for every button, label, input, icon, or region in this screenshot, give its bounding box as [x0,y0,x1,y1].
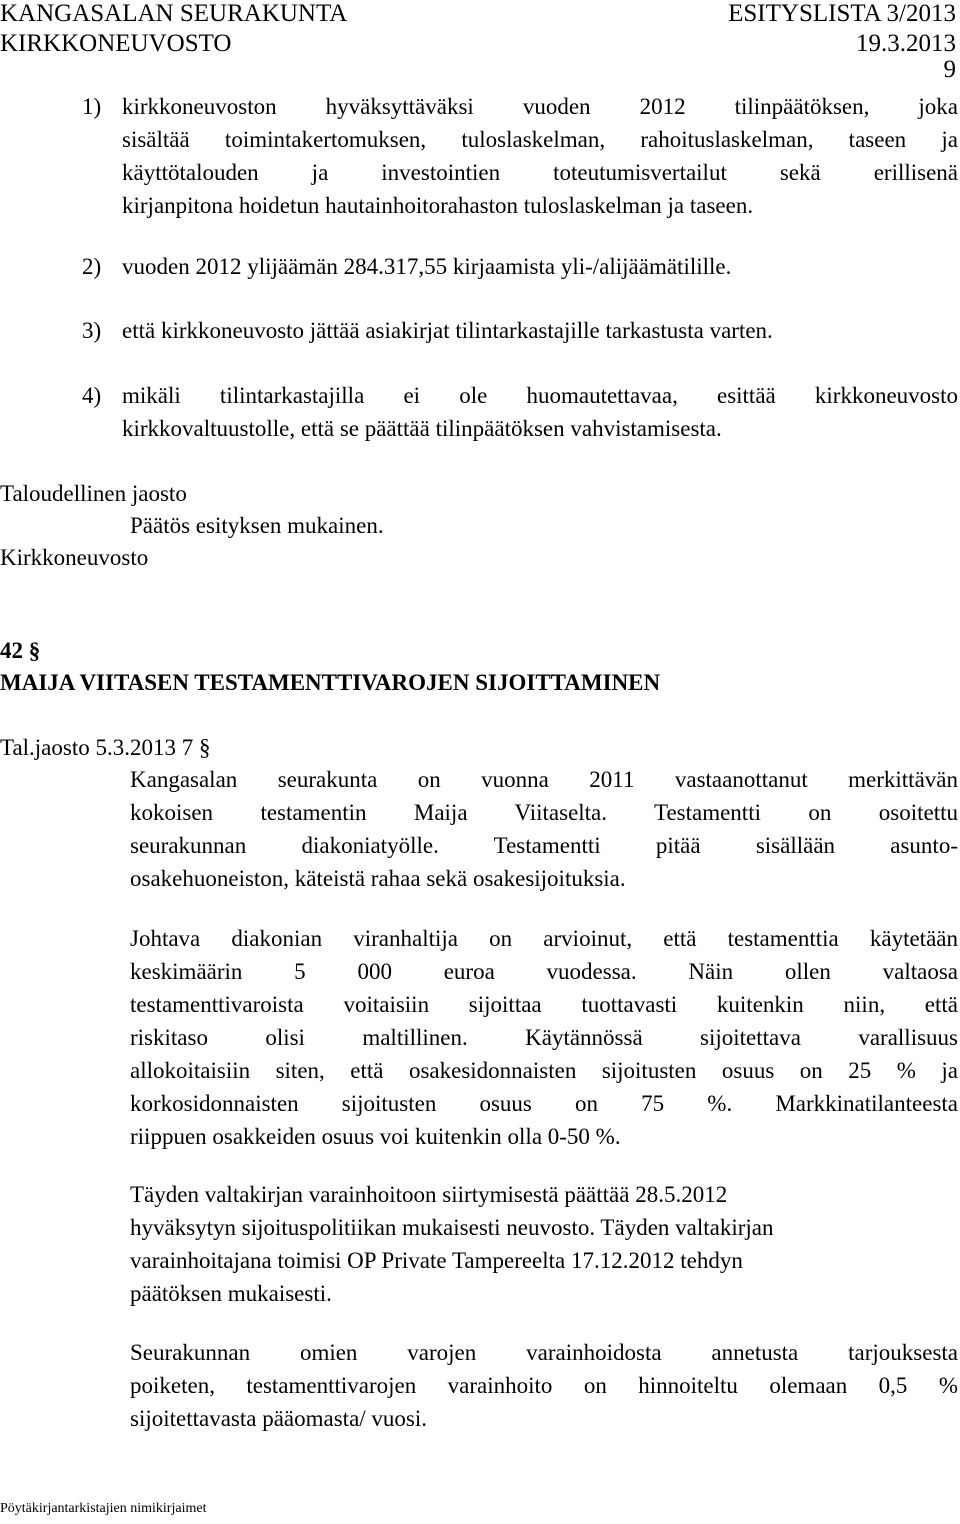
header-doc: ESITYSLISTA 3/2013 [728,0,956,27]
paragraph-line: sijoitettavasta pääomasta/ vuosi. [130,1406,428,1431]
paragraph-line: poiketen, testamenttivarojen varainhoito on hinnoiteltu olemaan 0,5 % [130,1373,958,1398]
paragraph-line: päätöksen mukaisesti. [130,1281,332,1306]
item-line: kirjanpitona hoidetun hautainhoitorahaston tuloslaskelman ja taseen. [122,193,754,218]
item-line: vuoden 2012 ylijäämän 284.317,55 kirjaamista yli-/alijäämätilille. [122,254,732,279]
item-line: kirkkovaltuustolle, että se päättää tilinpäätöksen vahvistamisesta. [122,416,722,441]
section-title: MAIJA VIITASEN TESTAMENTTIVAROJEN SIJOITTAMINEN [0,670,661,695]
paragraph-1 [130,763,958,895]
item-number: 1) [82,94,102,119]
header-date: 19.3.2013 [856,30,956,57]
list-item-3 [82,314,958,347]
committee-label: Taloudellinen jaosto [0,481,187,506]
header-body: KIRKKONEUVOSTO [0,30,232,57]
header-org: KANGASALAN SEURAKUNTA [0,0,348,27]
paragraph-line: hyväksytyn sijoituspolitiikan mukaisesti neuvosto. Täyden valtakirjan [130,1215,774,1240]
paragraph-4 [130,1336,958,1435]
section-number: 42 § [0,638,41,663]
council-label: Kirkkoneuvosto [0,545,149,570]
paragraph-line: riskitaso olisi maltillinen. Käytännössä sijoitettava varallisuus [130,1025,958,1050]
item-number: 2) [82,254,102,279]
item-line: että kirkkoneuvosto jättää asiakirjat tilintarkastajille tarkastusta varten. [122,318,773,343]
paragraph-line: Seurakunnan omien varojen varainhoidosta annetusta tarjouksesta [130,1340,958,1365]
paragraph-line: kokoisen testamentin Maija Viitaselta. Testamentti on osoitettu [130,800,958,825]
item-line: kirkkoneuvoston hyväksyttäväksi vuoden 2012 tilinpäätöksen, joka [122,94,958,119]
footer-initials: Pöytäkirjantarkistajien nimikirjaimet [0,1501,207,1516]
page-number: 9 [943,56,956,83]
list-item-2 [82,250,958,283]
paragraph-3 [130,1178,958,1310]
paragraph-line: riippuen osakkeiden osuus voi kuitenkin olla 0-50 %. [130,1124,621,1149]
paragraph-line: keskimäärin 5 000 euroa vuodessa. Näin ollen valtaosa [130,959,958,984]
paragraph-line: testamenttivaroista voitaisiin sijoittaa tuottavasti kuitenkin niin, että [130,992,958,1017]
item-line: sisältää toimintakertomuksen, tuloslaskelman, rahoituslaskelman, taseen ja [122,127,958,152]
section-reference: Tal.jaosto 5.3.2013 7 § [0,735,211,760]
paragraph-line: korkosidonnaisten sijoitusten osuus on 75 %. Markkinatilanteesta [130,1091,958,1116]
list-item-1 [82,90,958,222]
paragraph-line: seurakunnan diakoniatyölle. Testamentti pitää sisällään asunto- [130,833,958,858]
item-number: 3) [82,318,102,343]
paragraph-line: Kangasalan seurakunta on vuonna 2011 vastaanottanut merkittävän [130,767,958,792]
paragraph-line: Johtava diakonian viranhaltija on arvioinut, että testamenttia käytetään [130,926,958,951]
paragraph-line: allokoitaisiin siten, että osakesidonnaisten sijoitusten osuus on 25 % ja [130,1058,958,1083]
item-line: mikäli tilintarkastajilla ei ole huomautettavaa, esittää kirkkoneuvosto [122,383,958,408]
item-number: 4) [82,383,102,408]
paragraph-line: osakehuoneiston, käteistä rahaa sekä osakesijoituksia. [130,866,626,891]
paragraph-2 [130,922,958,1153]
paragraph-line: varainhoitajana toimisi OP Private Tampereelta 17.12.2012 tehdyn [130,1248,743,1273]
list-item-4 [82,379,958,445]
decision-text: Päätös esityksen mukainen. [130,513,384,538]
item-line: käyttötalouden ja investointien toteutumisvertailut sekä erillisenä [122,160,958,185]
paragraph-line: Täyden valtakirjan varainhoitoon siirtymisestä päättää 28.5.2012 [130,1182,728,1207]
